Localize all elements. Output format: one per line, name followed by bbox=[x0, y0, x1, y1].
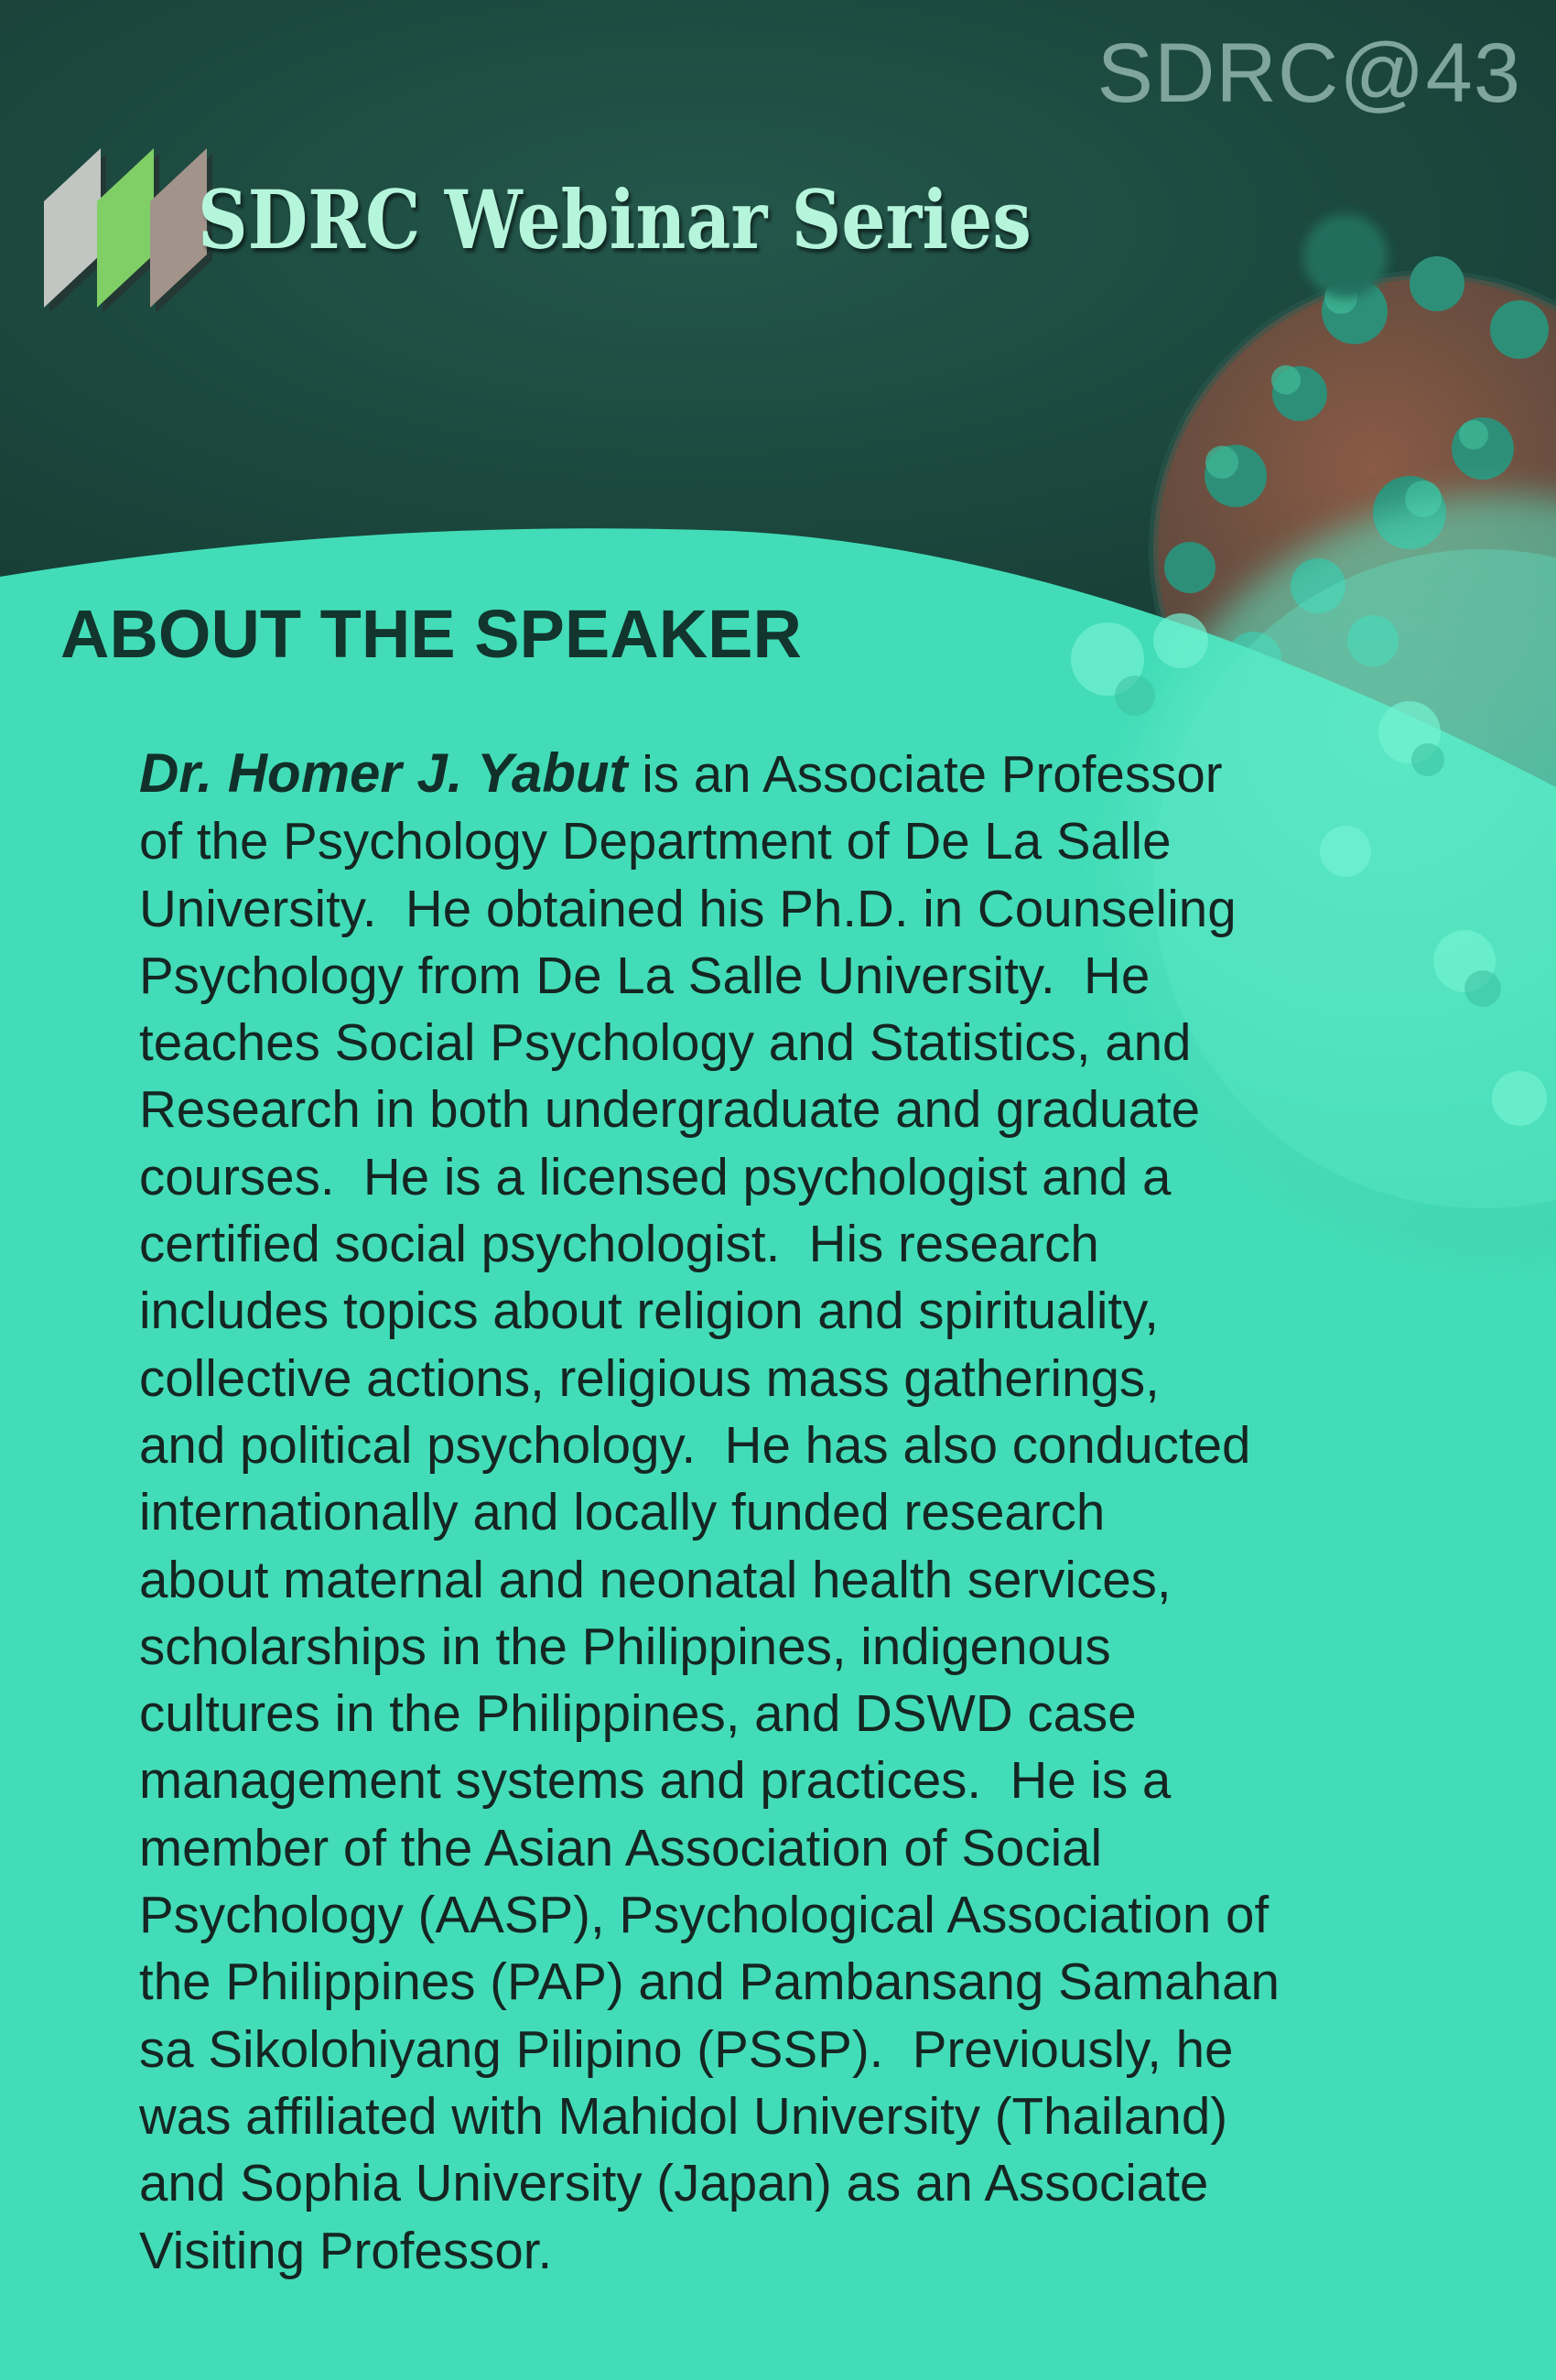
anniversary-tag: SDRC@43 bbox=[1097, 27, 1521, 120]
bio-line: internationally and locally funded research bbox=[139, 1483, 1106, 1542]
bio-line: collective actions, religious mass gatherings, bbox=[139, 1348, 1160, 1407]
bio-line: scholarships in the Philippines, indigenous bbox=[139, 1617, 1111, 1675]
speaker-bio bbox=[139, 740, 1421, 2284]
bio-line: management systems and practices. He is a bbox=[139, 1751, 1172, 1810]
bio-line: certified social psychologist. His research bbox=[139, 1215, 1099, 1273]
bio-line: includes topics about religion and spirituality, bbox=[139, 1282, 1159, 1340]
bio-line: was affiliated with Mahidol University (Thailand) bbox=[139, 2086, 1228, 2145]
bio-line: about maternal and neonatal health services, bbox=[139, 1550, 1172, 1608]
bio-line: teaches Social Psychology and Statistics, and bbox=[139, 1013, 1192, 1072]
bio-line: Psychology (AASP), Psychological Association of bbox=[139, 1886, 1270, 1944]
bio-line: cultures in the Philippines, and DSWD case bbox=[139, 1684, 1137, 1743]
bio-line: member of the Asian Association of Social bbox=[139, 1818, 1103, 1877]
bio-line: Visiting Professor. bbox=[139, 2221, 553, 2279]
bio-first-line-text: is an Associate Professor bbox=[627, 745, 1223, 803]
bio-line: Research in both undergraduate and graduate bbox=[139, 1080, 1201, 1139]
bio-line: courses. He is a licensed psychologist and a bbox=[139, 1147, 1172, 1206]
bio-line: of the Psychology Department of De La Salle bbox=[139, 812, 1172, 871]
section-heading: ABOUT THE SPEAKER bbox=[60, 596, 802, 672]
bio-line: University. He obtained his Ph.D. in Counseling bbox=[139, 879, 1237, 937]
bio-line: sa Sikolohiyang Pilipino (PSSP). Previously, he bbox=[139, 2019, 1234, 2078]
bio-line: and political psychology. He has also conducted bbox=[139, 1415, 1251, 1474]
bio-line: and Sophia University (Japan) as an Associate bbox=[139, 2154, 1209, 2212]
speaker-name: Dr. Homer J. Yabut bbox=[139, 742, 628, 804]
series-title: SDRC Webinar Series bbox=[198, 172, 1032, 267]
bio-line: Psychology from De La Salle University. He bbox=[139, 946, 1151, 1004]
bio-first-line bbox=[139, 740, 1421, 807]
bio-line: the Philippines (PAP) and Pambansang Samahan bbox=[139, 1953, 1280, 2011]
